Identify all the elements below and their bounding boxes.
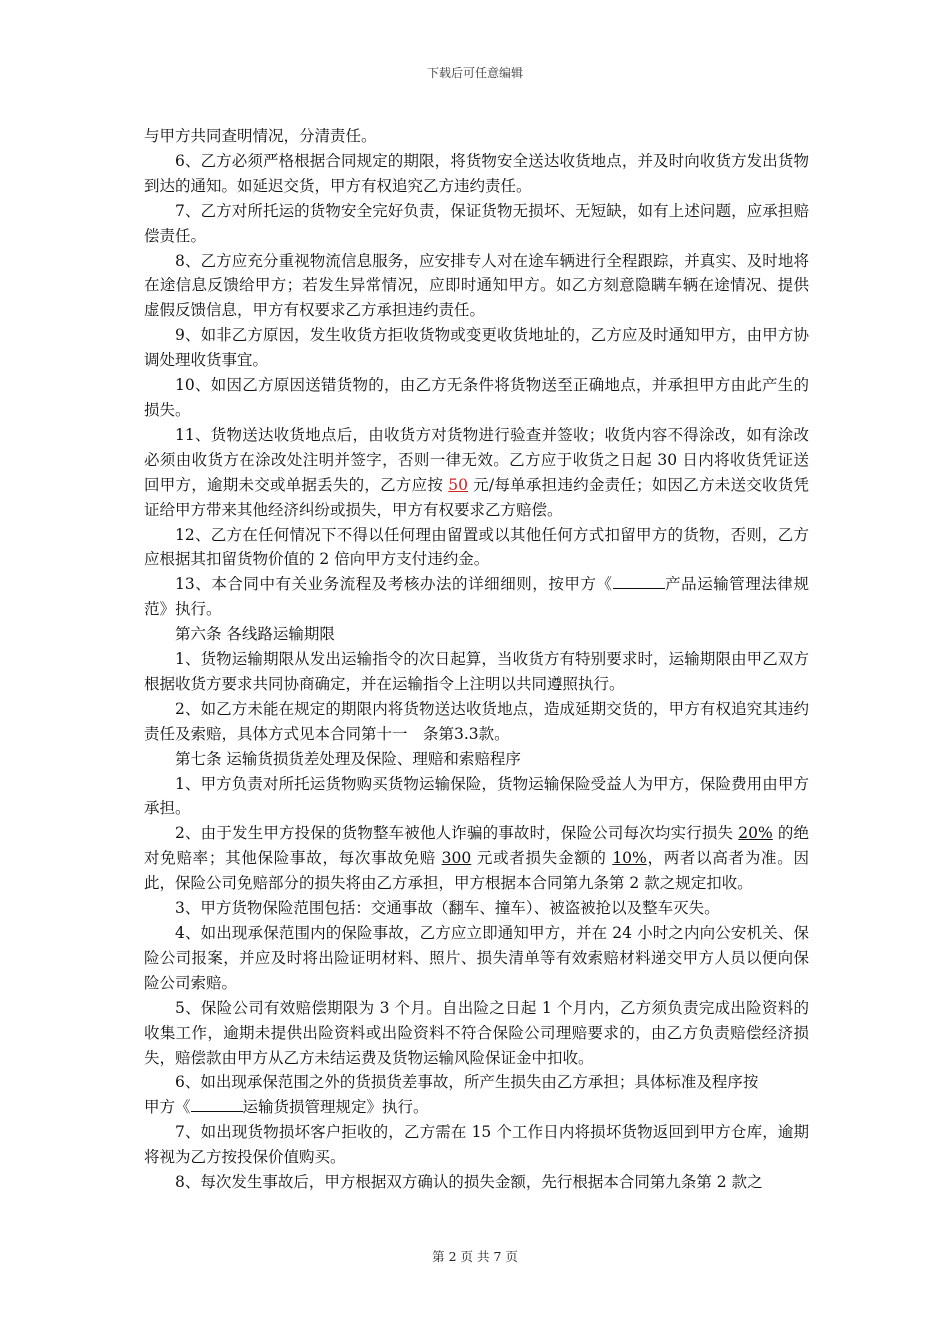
text-run: 甲方《 xyxy=(144,1098,191,1117)
paragraph: 10、如因乙方原因送错货物的，由乙方无条件将货物送至正确地点，并承担甲方由此产生的损失。 xyxy=(144,376,809,419)
paragraph: 6、如出现承保范围之外的货损货差事故，所产生损失由乙方承担；具体标准及程序按 xyxy=(175,1073,759,1092)
paragraph xyxy=(144,1095,809,1120)
loss-rate: 10% xyxy=(612,849,647,868)
text-run: ，两者以高者为准。因此，保险公司免赔部分的损失将由乙方承担，甲方根据本合同第九条第 2 款之规定扣收。 xyxy=(144,849,809,893)
paragraph: 4、如出现承保范围内的保险事故，乙方应立即通知甲方，并在 24 小时之内向公安机关、保险公司报案，并应及时将出险证明材料、照片、损失清单等有效索赔材料递交甲方人员以便向保险公司索赔。 xyxy=(144,924,809,992)
paragraph: 1、货物运输期限从发出运输指令的次日起算，当收货方有特别要求时，运输期限由甲乙双方根据收货方要求共同协商确定，并在运输指令上注明以共同遵照执行。 xyxy=(144,650,809,693)
section-heading: 第七条 运输货损货差处理及保险、理赔和索赔程序 xyxy=(175,749,521,768)
text-run: 2、由于发生甲方投保的货物整车被他人诈骗的事故时，保险公司每次均实行损失 xyxy=(175,824,739,843)
deductible-amount: 300 xyxy=(441,849,472,868)
page-header: 下载后可任意编辑 xyxy=(426,66,523,80)
blank-line xyxy=(613,573,665,589)
paragraph xyxy=(144,572,809,622)
paragraph: 与甲方共同查明情况，分清责任。 xyxy=(144,127,377,145)
text-run: 的绝对免赔率；其他保险事故，每次事故免赔 xyxy=(144,824,809,868)
paragraph: 9、如非乙方原因，发生收货方拒收货物或变更收货地址的，乙方应及时通知甲方，由甲方协调处理收货事宜。 xyxy=(144,326,809,370)
text-run: 运输货损管理规定》执行。 xyxy=(242,1098,429,1117)
paragraph: 7、乙方对所托运的货物安全完好负责，保证货物无损坏、无短缺，如有上述问题，应承担赔偿责任。 xyxy=(144,201,809,245)
paragraph: 1、甲方负责对所托运货物购买货物运输保险，货物运输保险受益人为甲方，保险费用由甲方承担。 xyxy=(144,774,809,818)
text-run: 13、本合同中有关业务流程及考核办法的详细细则，按甲方《 xyxy=(175,575,613,594)
text-run: 11、货物送达收货地点后，由收货方对货物进行验查并签收；收货内容不得涂改，如有涂改必须由收货方在涂改处注明并签字，否则一律无效。乙方应于收货之日起 30 日内将收货凭证送回甲方，逾期未交或单据丢失的，乙方应按 xyxy=(144,425,809,494)
paragraph: 5、保险公司有效赔偿期限为 3 个月。自出险之日起 1 个月内，乙方须负责完成出险资料的收集工作，逾期未提供出险资料或出险资料不符合保险公司理赔要求的，由乙方负责赔偿经济损失，赔偿款由甲方从乙方未结运费及货物运输风险保证金中扣收。 xyxy=(144,998,809,1067)
text-run: 元/每单承担违约金责任；如因乙方未送交收货凭证给甲方带来其他经济纠纷或损失，甲方有权要求乙方赔偿。 xyxy=(144,475,809,519)
blank-line xyxy=(191,1096,243,1112)
deductible-rate: 20% xyxy=(738,824,773,843)
paragraph: 8、每次发生事故后，甲方根据双方确认的损失金额，先行根据本合同第九条第 2 款之 xyxy=(175,1173,763,1192)
text-run: 产品运输管理法律规范》执行。 xyxy=(144,575,809,619)
document-body xyxy=(144,124,809,1195)
text-run: 元或者损失金额的 xyxy=(471,849,613,868)
paragraph xyxy=(144,821,809,896)
paragraph xyxy=(144,423,809,523)
paragraph: 12、乙方在任何情况下不得以任何理由留置或以其他任何方式扣留甲方的货物，否则，乙方应根据其扣留货物价值的 2 倍向甲方支付违约金。 xyxy=(144,525,809,569)
penalty-amount: 50 xyxy=(448,475,469,494)
paragraph: 6、乙方必须严格根据合同规定的期限，将货物安全送达收货地点，并及时向收货方发出货物到达的通知。如延迟交货，甲方有权追究乙方违约责任。 xyxy=(144,151,809,195)
section-heading: 第六条 各线路运输期限 xyxy=(175,625,335,644)
page-footer: 第 2 页 共 7 页 xyxy=(432,1249,518,1264)
paragraph: 3、甲方货物保险范围包括：交通事故（翻车、撞车）、被盗被抢以及整车灭失。 xyxy=(175,899,720,918)
paragraph: 2、如乙方未能在规定的期限内将货物送达收货地点，造成延期交货的，甲方有权追究其违约责任及索赔，具体方式见本合同第十一 条第3.3款。 xyxy=(144,699,809,743)
paragraph: 7、如出现货物损坏客户拒收的，乙方需在 15 个工作日内将损坏货物返回到甲方仓库，逾期将视为乙方按投保价值购买。 xyxy=(144,1123,809,1167)
paragraph: 8、乙方应充分重视物流信息服务，应安排专人对在途车辆进行全程跟踪，并真实、及时地将在途信息反馈给甲方；若发生异常情况，应即时通知甲方。如乙方刻意隐瞒车辆在途情况、提供虚假反馈信息，甲方有权要求乙方承担违约责任。 xyxy=(144,251,809,320)
